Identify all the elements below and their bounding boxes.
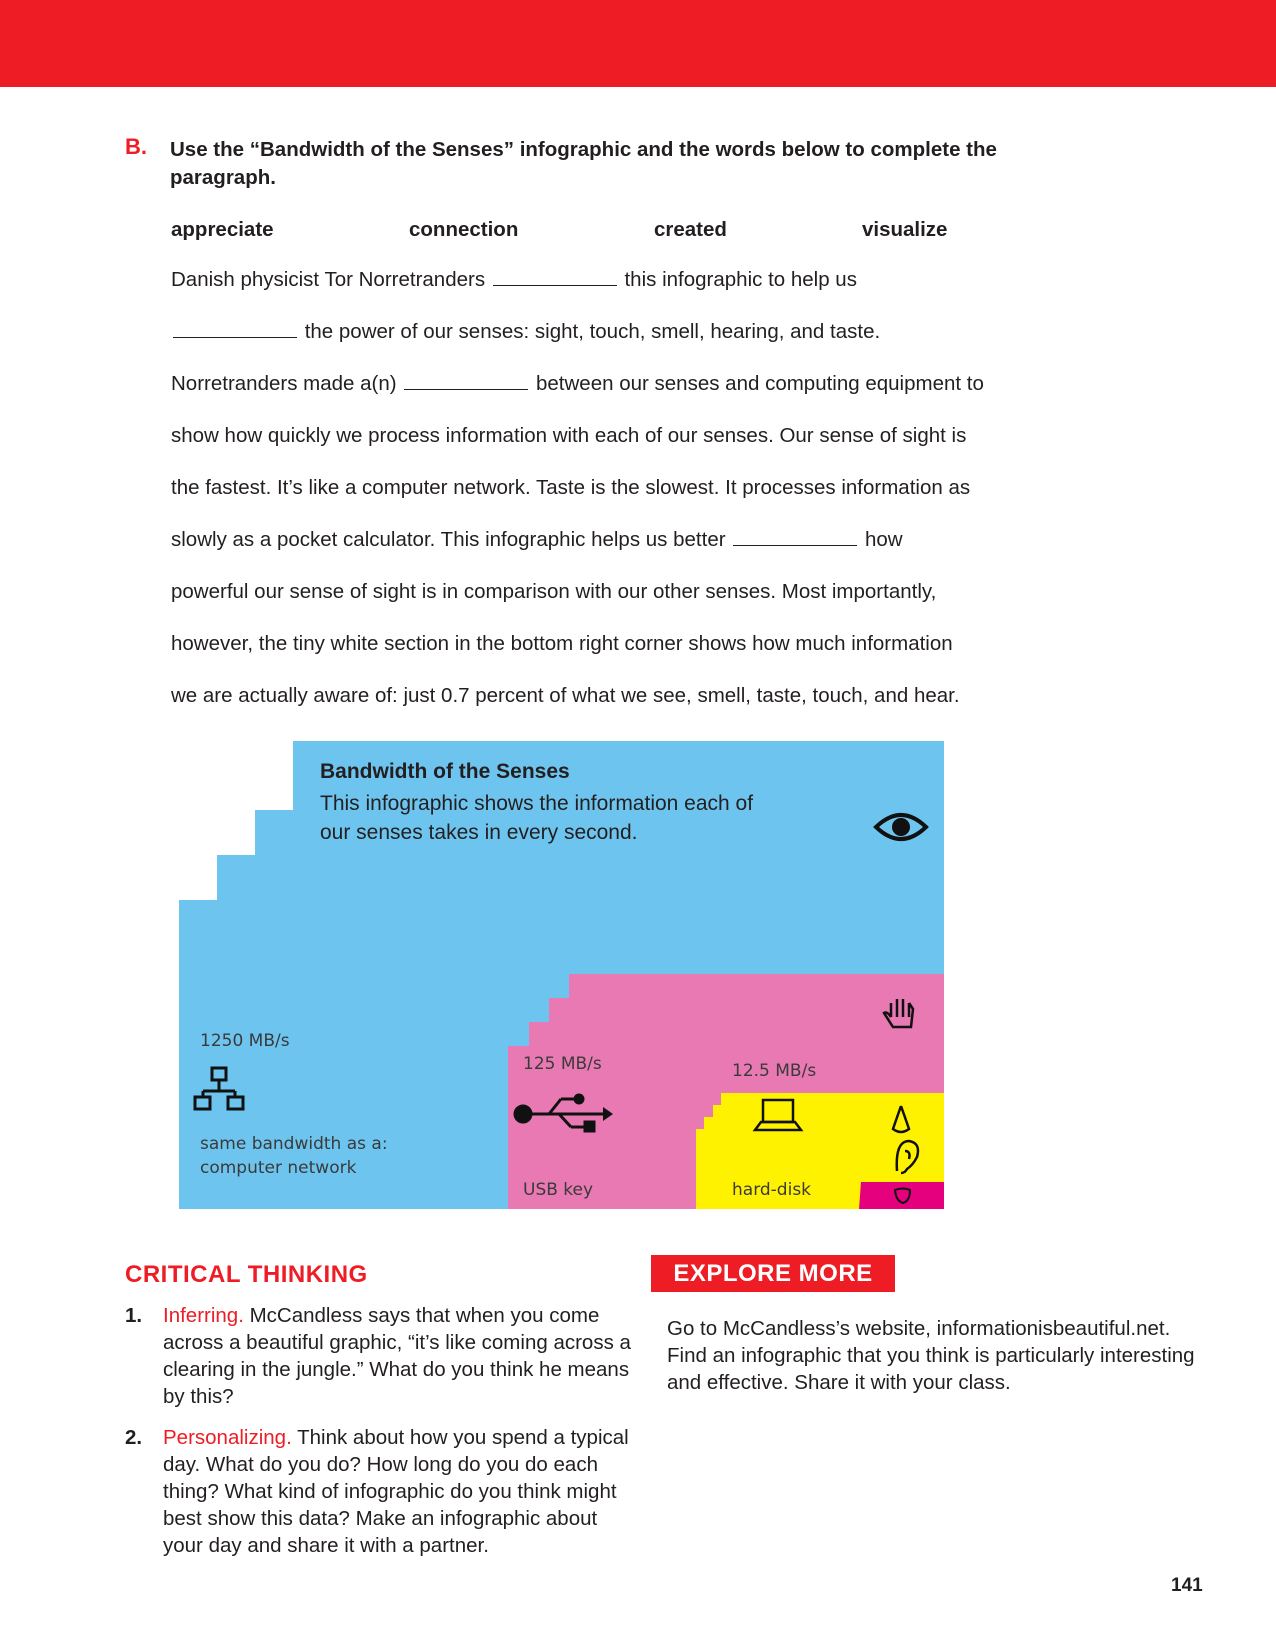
paragraph-text: Danish physicist Tor Norretranders: [171, 268, 486, 291]
infographic-subtitle: This infographic shows the information each of our senses takes in every second.: [320, 792, 754, 844]
answer-blank[interactable]: [173, 336, 297, 338]
exercise-instructions: Use the “Bandwidth of the Senses” infographic and the words below to complete the paragraph.: [170, 138, 997, 189]
bandwidth-infographic: [179, 741, 944, 1209]
touch-rate: 125 MB/s: [523, 1054, 602, 1074]
item-number: 2.: [125, 1426, 143, 1449]
item-text: Think about how you spend a typical day. What do you do? How long do you do each thing? What kind of infographic do you think might best show this data? Make an infographic about your day and share it with a partner.: [163, 1426, 629, 1557]
item-label: Personalizing.: [163, 1426, 292, 1449]
paragraph-text: the power of our senses: sight, touch, smell, hearing, and taste.: [304, 320, 881, 343]
answer-blank[interactable]: [493, 284, 617, 286]
word-bank-item: appreciate: [171, 218, 274, 241]
paragraph-text: powerful our sense of sight is in comparison with our other senses. Most importantly,: [171, 580, 937, 603]
word-bank-item: connection: [409, 218, 519, 241]
item-number: 1.: [125, 1304, 143, 1327]
touch-comparison: USB key: [523, 1180, 594, 1200]
hearing-smell-rate: 12.5 MB/s: [732, 1061, 817, 1081]
paragraph-text: however, the tiny white section in the bottom right corner shows how much information: [171, 632, 953, 655]
critical-thinking-heading: CRITICAL THINKING: [125, 1261, 368, 1288]
infographic-title: Bandwidth of the Senses: [320, 760, 570, 783]
paragraph-text: show how quickly we process information with each of our senses. Our sense of sight is: [171, 424, 967, 447]
item-text: McCandless says that when you come across a beautiful graphic, “it’s like coming across a clearing in the jungle.” What do you think he means by this?: [163, 1304, 631, 1408]
paragraph-text: slowly as a pocket calculator. This infographic helps us better: [171, 528, 726, 551]
exercise-letter: B.: [125, 134, 147, 159]
explore-more-heading: EXPLORE MORE: [651, 1255, 895, 1292]
taste-area: [859, 1182, 944, 1209]
header-band: [0, 0, 1276, 87]
sight-rate: 1250 MB/s: [200, 1031, 290, 1051]
explore-more-text: Go to McCandless’s website, informationisbeautiful.net. Find an infographic that you think is particularly interesting and effective. Share it with your class.: [667, 1317, 1195, 1394]
sight-comparison-line: computer network: [200, 1158, 357, 1178]
paragraph-text: we are actually aware of: just 0.7 percent of what we see, smell, taste, touch, and hear.: [171, 684, 960, 707]
hearing-smell-comparison: hard-disk: [732, 1180, 812, 1200]
paragraph-text: the fastest. It’s like a computer network. Taste is the slowest. It processes information as: [171, 476, 971, 499]
page-number: 141: [1171, 1575, 1203, 1596]
sight-comparison: [200, 1132, 388, 1180]
word-bank-item: visualize: [862, 218, 948, 241]
answer-blank[interactable]: [404, 388, 528, 390]
paragraph-text: between our senses and computing equipment to: [536, 372, 984, 395]
paragraph-text: Norretranders made a(n): [171, 372, 397, 395]
answer-blank[interactable]: [733, 544, 857, 546]
paragraph-text: how: [864, 528, 903, 551]
item-label: Inferring.: [163, 1304, 244, 1327]
paragraph-text: this infographic to help us: [624, 268, 857, 291]
sight-comparison-line: same bandwidth as a:: [200, 1134, 388, 1154]
word-bank-item: created: [654, 218, 727, 241]
